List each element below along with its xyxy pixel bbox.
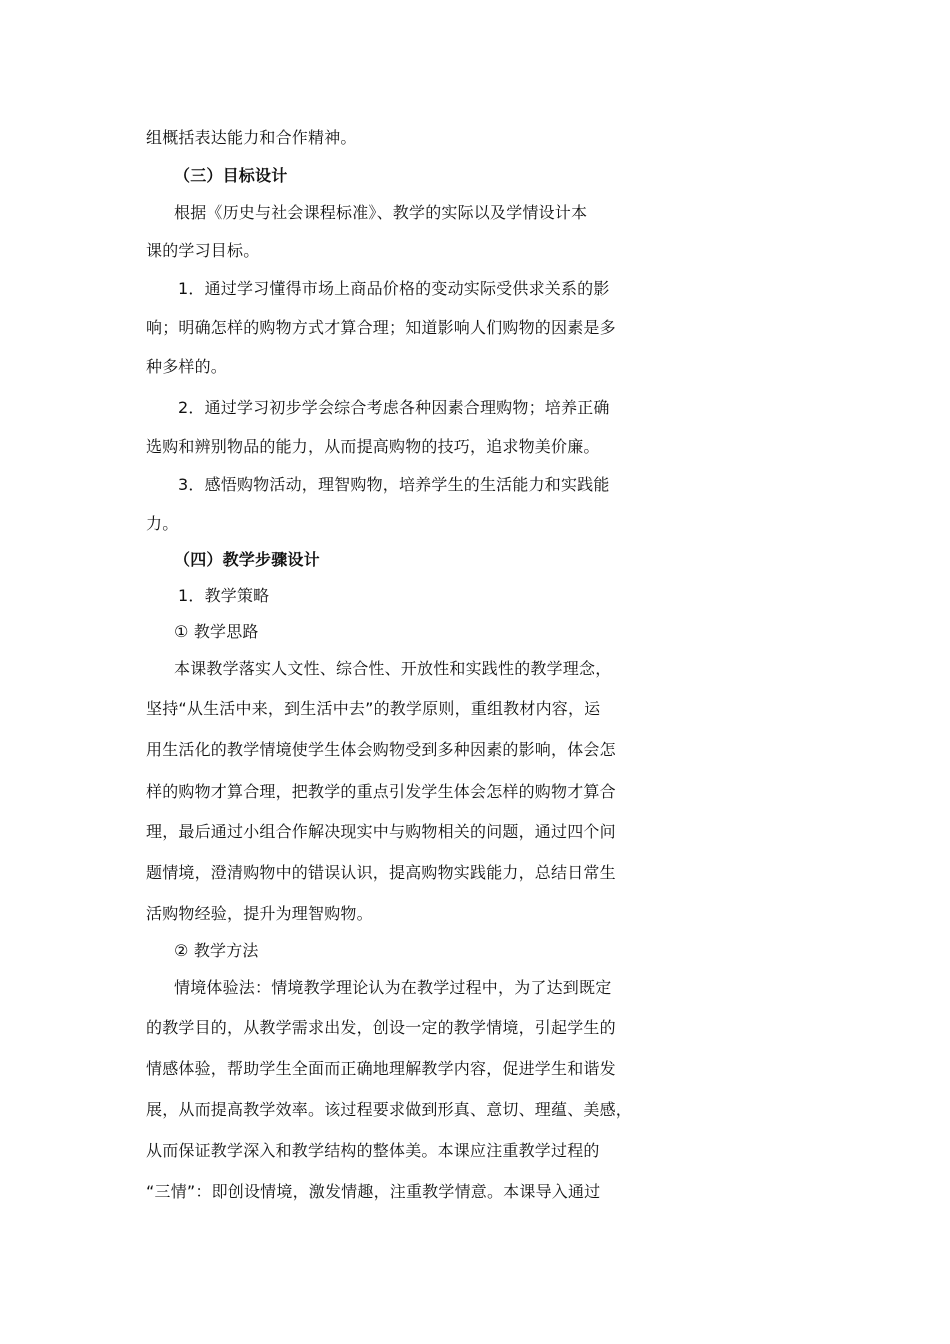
text-line: 理，最后通过小组合作解决现实中与购物相关的问题，通过四个问 xyxy=(146,822,616,841)
text-line: 组概括表达能力和合作精神。 xyxy=(146,128,357,147)
text-line: “三情”：即创设情境，激发情趣，注重教学情意。本课导入通过 xyxy=(146,1182,601,1201)
text-line: 2．通过学习初步学会综合考虑各种因素合理购物；培养正确 xyxy=(178,398,610,417)
text-line: 展，从而提高教学效率。该过程要求做到形真、意切、理蕴、美感， xyxy=(146,1100,633,1119)
text-line: 用生活化的教学情境使学生体会购物受到多种因素的影响，体会怎 xyxy=(146,740,616,759)
text-line: 的教学目的，从教学需求出发，创设一定的教学情境，引起学生的 xyxy=(146,1018,616,1037)
text-line: 题情境，澄清购物中的错误认识，提高购物实践能力，总结日常生 xyxy=(146,863,616,882)
subheading-teaching-idea: ① 教学思路 xyxy=(174,622,259,641)
text-line: 情感体验，帮助学生全面而正确地理解教学内容，促进学生和谐发 xyxy=(146,1059,616,1078)
text-line: 情境体验法：情境教学理论认为在教学过程中，为了达到既定 xyxy=(174,978,612,997)
text-line: 选购和辨别物品的能力，从而提高购物的技巧，追求物美价廉。 xyxy=(146,437,600,456)
subheading-teaching-strategy: 1．教学策略 xyxy=(178,586,270,605)
text-line: 样的购物才算合理，把教学的重点引发学生体会怎样的购物才算合 xyxy=(146,782,616,801)
text-line: 坚持“从生活中来，到生活中去”的教学原则，重组教材内容，运 xyxy=(146,699,601,718)
text-line: 3．感悟购物活动，理智购物，培养学生的生活能力和实践能 xyxy=(178,475,610,494)
text-line: 本课教学落实人文性、综合性、开放性和实践性的教学理念， xyxy=(174,659,612,678)
text-line: 活购物经验，提升为理智购物。 xyxy=(146,904,373,923)
section-heading-teaching-steps: （四）教学步骤设计 xyxy=(174,550,320,569)
text-line: 根据《历史与社会课程标准》、教学的实际以及学情设计本 xyxy=(174,203,588,222)
text-line: 力。 xyxy=(146,514,179,533)
text-line: 种多样的。 xyxy=(146,357,228,376)
text-line: 课的学习目标。 xyxy=(146,241,260,260)
section-heading-goal-design: （三）目标设计 xyxy=(174,166,288,185)
text-line: 1．通过学习懂得市场上商品价格的变动实际受供求关系的影 xyxy=(178,279,610,298)
text-line: 响；明确怎样的购物方式才算合理；知道影响人们购物的因素是多 xyxy=(146,318,616,337)
text-line: 从而保证教学深入和教学结构的整体美。本课应注重教学过程的 xyxy=(146,1141,600,1160)
subheading-teaching-method: ② 教学方法 xyxy=(174,941,259,960)
